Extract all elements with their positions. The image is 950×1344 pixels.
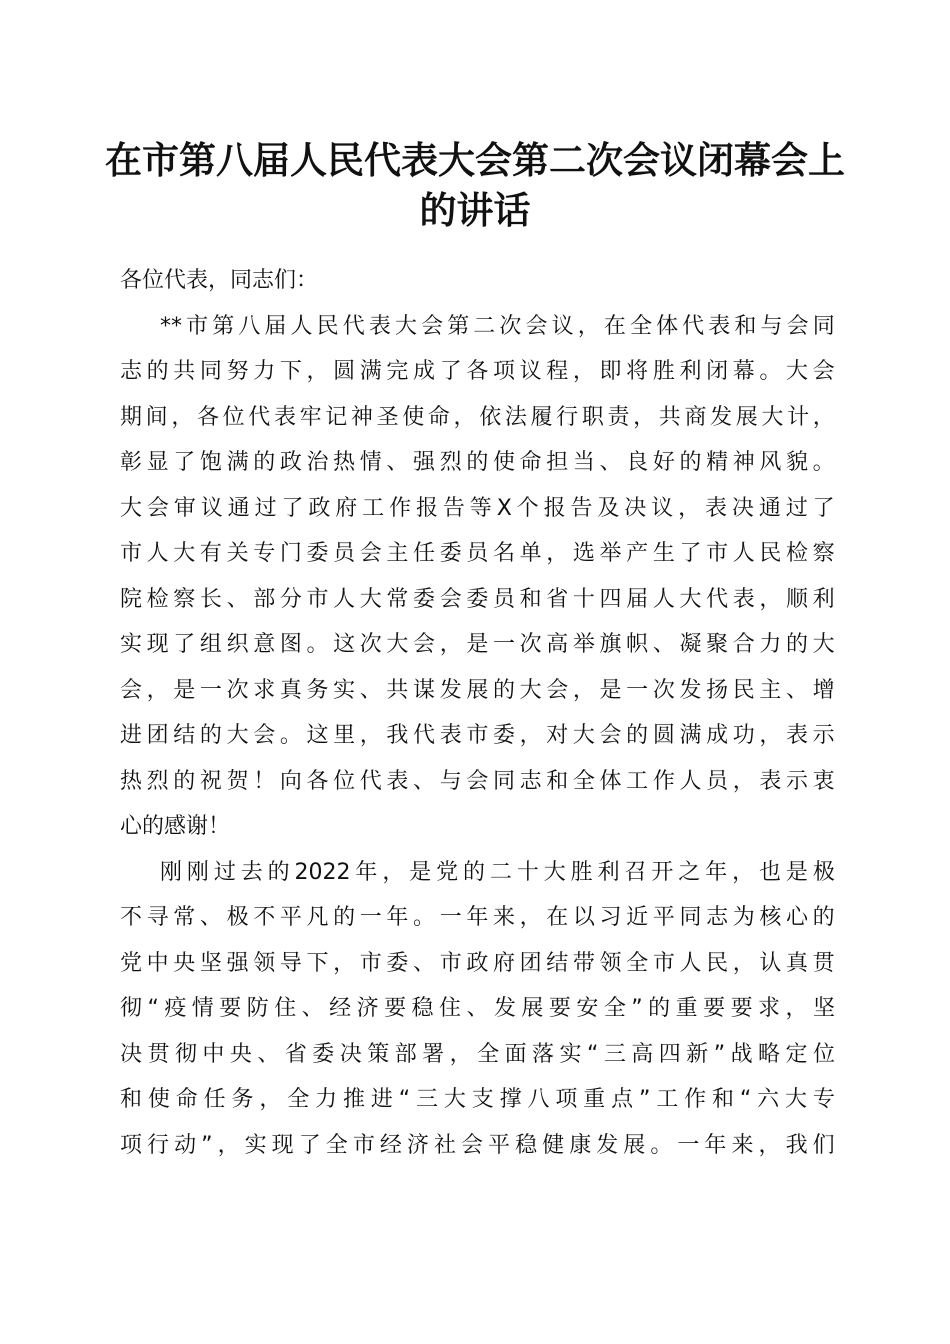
salutation: 各位代表，同志们： [120, 268, 319, 293]
paragraph-line: 院 检 察 长 、 部 分 市 人 大 常 委 会 委 员 和 省 十 四 届 人 大 代 表 ， 顺 利 [120, 586, 835, 612]
paragraph-line: 热 烈 的 祝 贺 ！ 向 各 位 代 表 、 与 会 同 志 和 全 体 工 作 人 员 ， 表 示 衷 [120, 768, 835, 794]
paragraph-line: ** 市 第 八 届 人 民 代 表 大 会 第 二 次 会 议 ， 在 全 体 代 表 和 与 会 同 [160, 313, 835, 339]
paragraph-line: 决 贯 彻 中 央 、 省 委 决 策 部 署 ， 全 面 落 实 “ 三 高 四 新 ” 战 略 定 位 [120, 1041, 835, 1067]
paragraph-1 [120, 304, 835, 850]
paragraph-line: 刚 刚 过 去 的 2022 年 ， 是 党 的 二 十 大 胜 利 召 开 之 年 ， 也 是 极 [160, 859, 835, 885]
paragraph-line: 项 行 动 ” ， 实 现 了 全 市 经 济 社 会 平 稳 健 康 发 展 。 一 年 来 ， 我 们 [120, 1132, 835, 1158]
paragraph-line: 大 会 审 议 通 过 了 政 府 工 作 报 告 等 X 个 报 告 及 决 议 ， 表 决 通 过 了 [120, 495, 835, 521]
paragraph-line: 进 团 结 的 大 会 。 这 里 ， 我 代 表 市 委 ， 对 大 会 的 圆 满 成 功 ， 表 示 [120, 723, 835, 748]
paragraph-line: 心的感谢！ [120, 814, 231, 839]
paragraph-line: 彰 显 了 饱 满 的 政 治 热 情 、 强 烈 的 使 命 担 当 、 良 好 的 精 神 风 貌 。 [120, 450, 835, 475]
paragraph-line: 实 现 了 组 织 意 图 。 这 次 大 会 ， 是 一 次 高 举 旗 帜 、 凝 聚 合 力 的 大 [120, 632, 835, 657]
document-body [120, 258, 835, 1168]
paragraph-line: 党 中 央 坚 强 领 导 下 ， 市 委 、 市 政 府 团 结 带 领 全 市 人 民 ， 认 真 贯 [120, 950, 835, 976]
document-title-continued: 的讲话 [419, 188, 531, 232]
paragraph-line: 志 的 共 同 努 力 下 ， 圆 满 完 成 了 各 项 议 程 ， 即 将 胜 利 闭 幕 。 大 会 [120, 359, 835, 384]
paragraph-2 [120, 850, 835, 1169]
paragraph-line: 期 间 ， 各 位 代 表 牢 记 神 圣 使 命 ， 依 法 履 行 职 责 ， 共 商 发 展 大 计 ， [120, 404, 835, 430]
paragraph-line: 市 人 大 有 关 专 门 委 员 会 主 任 委 员 名 单 ， 选 举 产 生 了 市 人 民 检 察 [120, 541, 835, 566]
paragraph-line: 彻 “ 疫 情 要 防 住 、 经 济 要 稳 住 、 发 展 要 安 全 ” 的 重 要 要 求 ， 坚 [120, 996, 835, 1021]
paragraph-line: 不 寻 常 、 极 不 平 凡 的 一 年 。 一 年 来 ， 在 以 习 近 平 同 志 为 核 心 的 [120, 905, 835, 930]
document-title: 在市第八届人民代表大会第二次会议闭幕会上 [105, 138, 845, 182]
paragraph-line: 和 使 命 任 务 ， 全 力 推 进 “ 三 大 支 撑 八 项 重 点 ” 工 作 和 “ 六 大 专 [120, 1087, 835, 1112]
paragraph-line: 会 ， 是 一 次 求 真 务 实 、 共 谋 发 展 的 大 会 ， 是 一 次 发 扬 民 主 、 增 [120, 677, 835, 703]
